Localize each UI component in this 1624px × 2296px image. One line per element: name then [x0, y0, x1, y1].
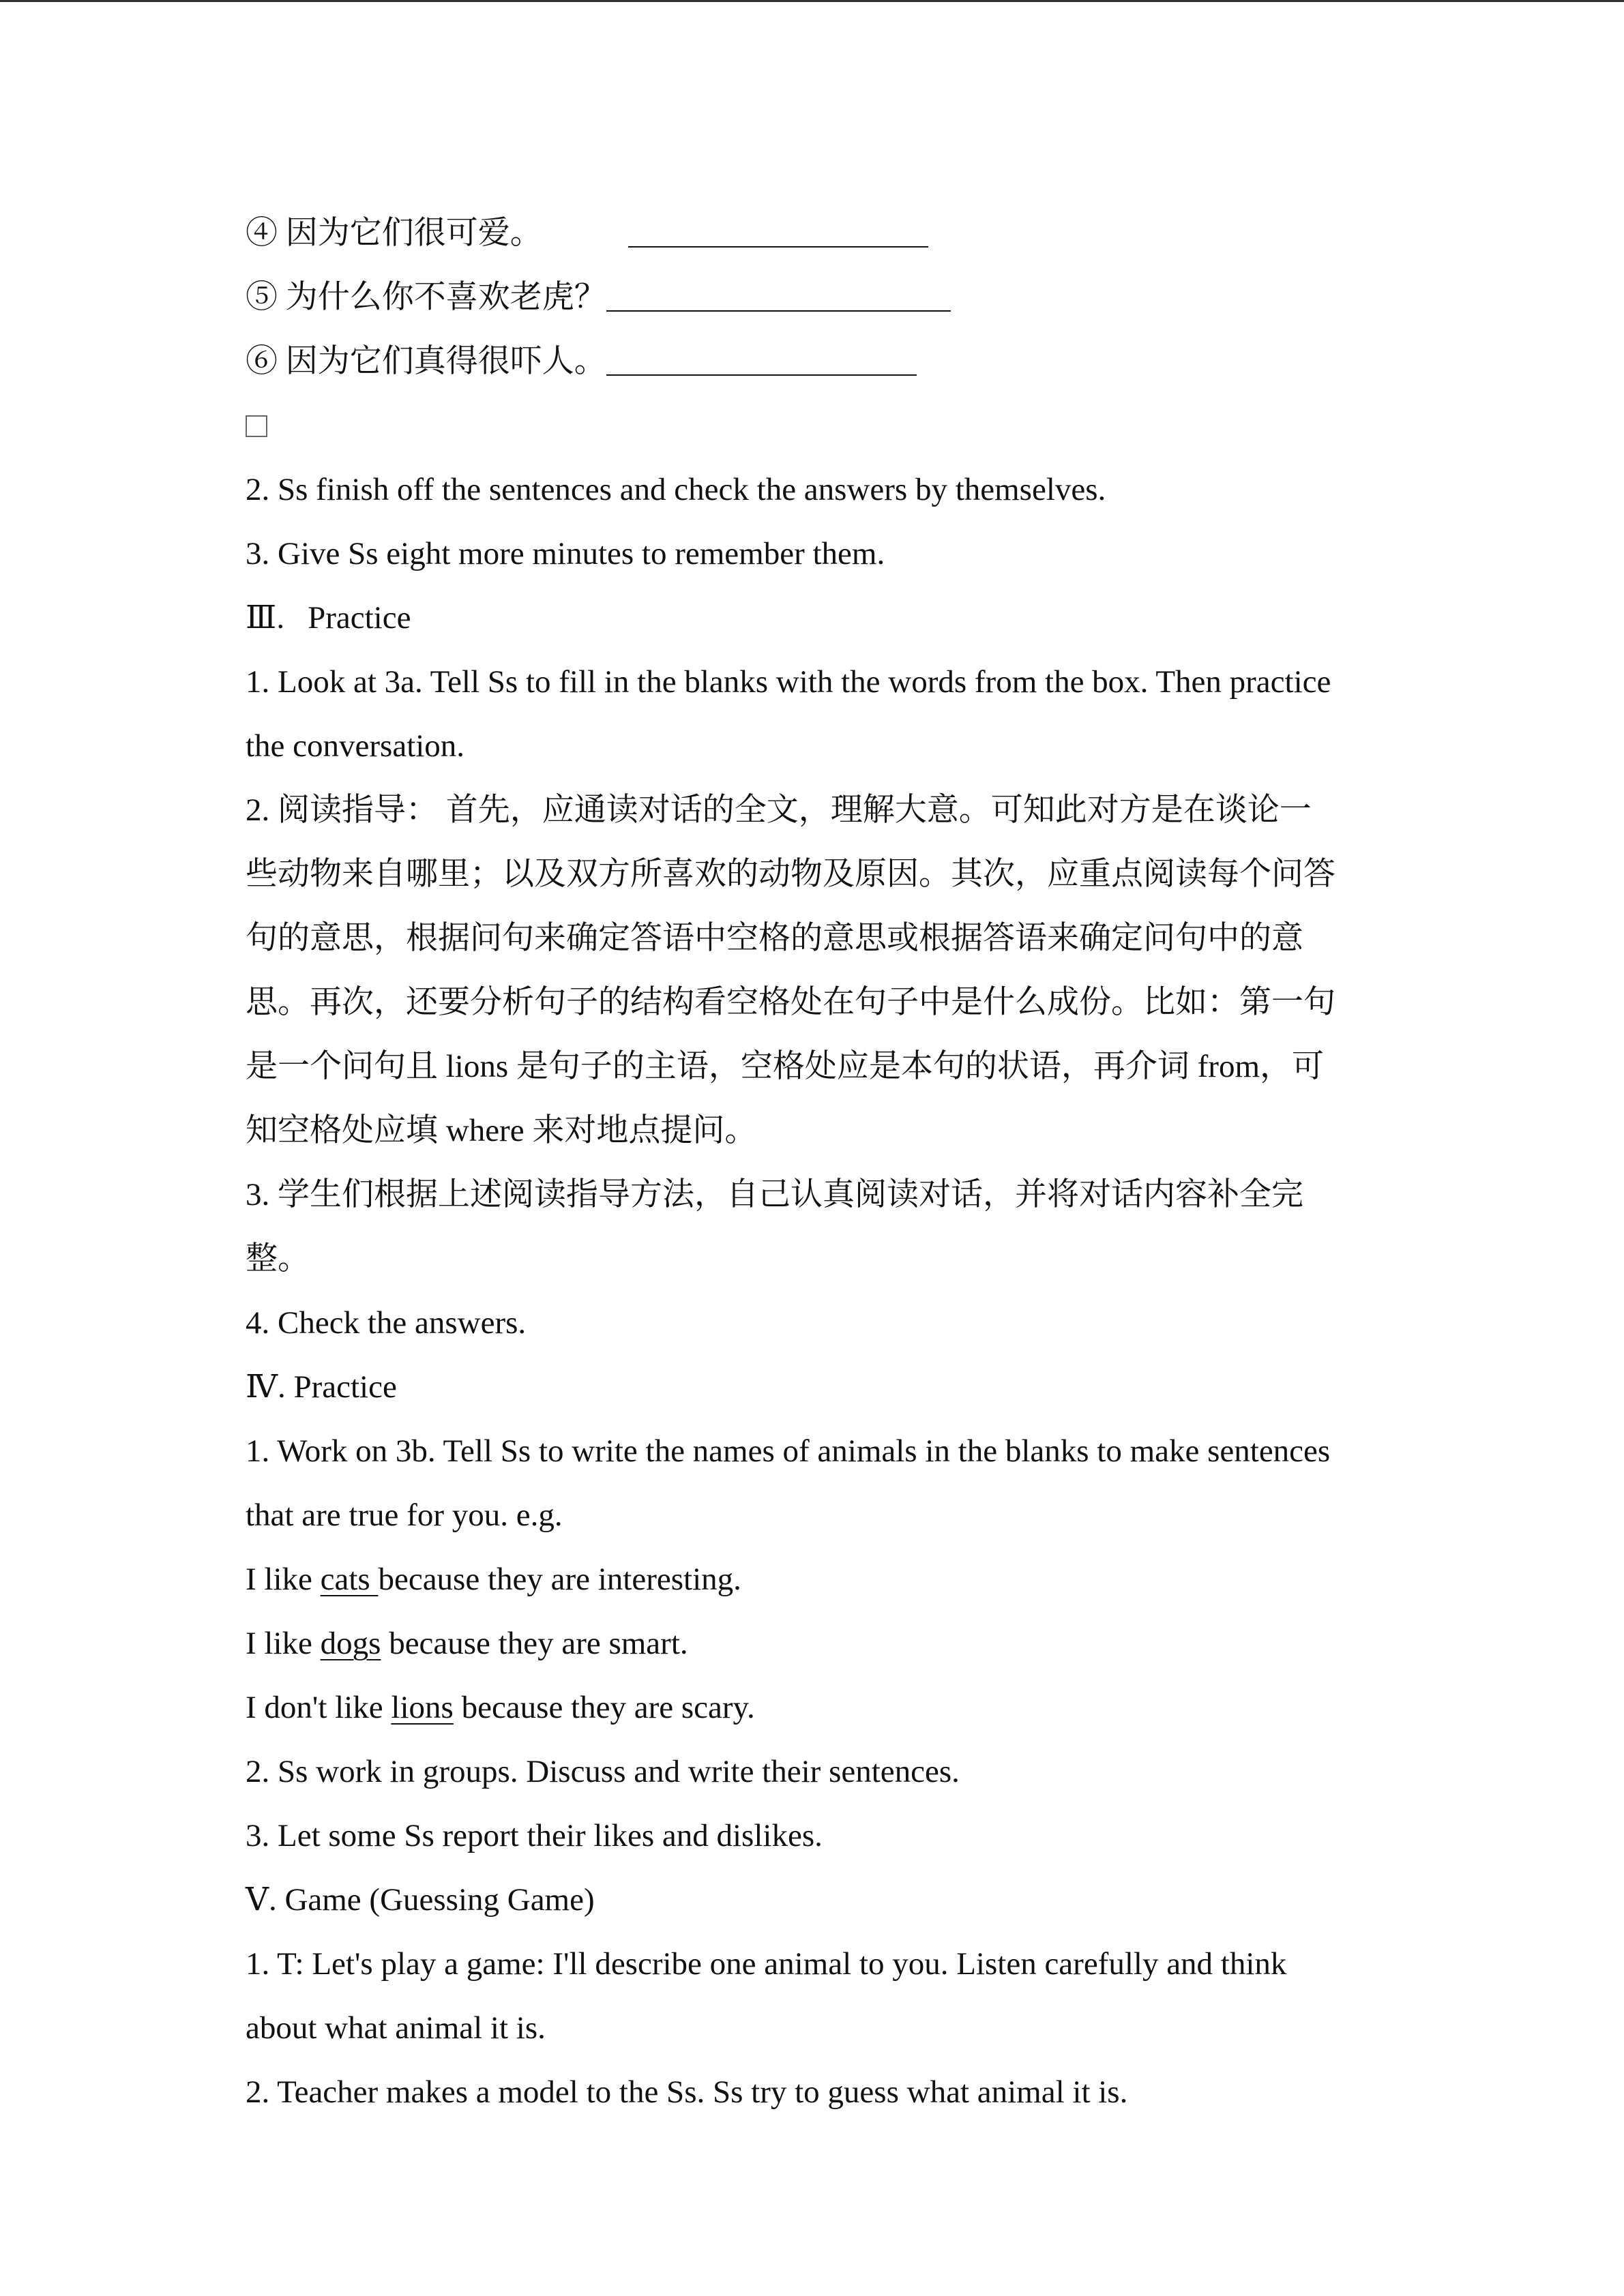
section-number-3: Ⅲ.: [246, 600, 285, 636]
student-reading-line-2: 整。: [246, 1241, 310, 1277]
section-heading-5: Ⅴ. Game (Guessing Game): [246, 1882, 595, 1918]
example-prefix: I like: [246, 1562, 321, 1597]
exercise-item-6-text: ⑥ 因为它们真得很吓人。: [246, 344, 606, 379]
example-sentence-lions: [246, 1675, 1378, 1740]
reading-guide-line-2: 些动物来自哪里；以及双方所喜欢的动物及原因。其次，应重点阅读每个问答: [246, 856, 1335, 892]
check-answers-line: 4. Check the answers.: [246, 1305, 527, 1341]
student-reading-line-1: 3. 学生们根据上述阅读指导方法，自己认真阅读对话，并将对话内容补全完: [246, 1177, 1303, 1212]
example-animal-cats: cats: [320, 1562, 379, 1597]
answer-blank-6[interactable]: [606, 342, 917, 376]
step-2-line: 2. Ss finish off the sentences and check the answers by themselves.: [246, 472, 1106, 507]
example-reason: because they are smart.: [381, 1626, 688, 1661]
game-step-2-line: 2. Teacher makes a model to the Ss. Ss try to guess what animal it is.: [246, 2074, 1128, 2110]
answer-blank-4[interactable]: [628, 213, 928, 248]
exercise-item-4-text: ④ 因为它们很可爱。: [246, 215, 542, 251]
reading-guide-line-5: 是一个问句且 lions 是句子的主语，空格处应是本句的状语，再介词 from，可: [246, 1049, 1325, 1084]
placeholder-box-line: [246, 393, 1378, 458]
group-work-line: 2. Ss work in groups. Discuss and write their sentences.: [246, 1754, 960, 1789]
exercise-item-5: [246, 265, 1378, 329]
example-animal-lions: lions: [391, 1690, 454, 1725]
step-3-line: 3. Give Ss eight more minutes to remember them.: [246, 536, 885, 571]
example-prefix: I don't like: [246, 1690, 392, 1725]
game-step-1-line-a: 1. T: Let's play a game: I'll describe one animal to you. Listen carefully and think: [246, 1946, 1287, 1982]
example-animal-dogs: dogs: [320, 1626, 381, 1661]
exercise-item-4: [246, 201, 1378, 265]
reading-guide-line-4: 思。再次，还要分析句子的结构看空格处在句子中是什么成份。比如：第一句: [246, 985, 1335, 1020]
answer-blank-5[interactable]: [606, 278, 951, 312]
section-title-3: Practice: [308, 600, 411, 636]
example-sentence-dogs: [246, 1611, 1378, 1675]
game-step-1-line-b: about what animal it is.: [246, 2010, 546, 2046]
placeholder-box: [246, 415, 267, 437]
practice-step-1-line-b: the conversation.: [246, 728, 465, 764]
practice-step-1-line-a: 1. Look at 3a. Tell Ss to fill in the blanks with the words from the box. Then practice: [246, 664, 1331, 700]
exercise-item-5-text: ⑤ 为什么你不喜欢老虎？: [246, 280, 606, 315]
example-reason: because they are scary.: [453, 1690, 755, 1725]
section-heading-4: Ⅳ. Practice: [246, 1369, 397, 1405]
reading-guide-line-1: 2. 阅读指导： 首先，应通读对话的全文，理解大意。可知此对方是在谈论一: [246, 792, 1312, 828]
example-sentence-cats: [246, 1547, 1378, 1611]
work-3b-line-a: 1. Work on 3b. Tell Ss to write the names of animals in the blanks to make sentences: [246, 1433, 1331, 1469]
section-heading-3: [246, 586, 1378, 650]
report-line: 3. Let some Ss report their likes and dislikes.: [246, 1818, 823, 1853]
exercise-item-6: [246, 329, 1378, 393]
work-3b-line-b: that are true for you. e.g.: [246, 1497, 563, 1533]
example-prefix: I like: [246, 1626, 321, 1661]
page-content: [246, 201, 1378, 2124]
example-reason: because they are interesting.: [378, 1562, 741, 1597]
reading-guide-line-3: 句的意思，根据问句来确定答语中空格的意思或根据答语来确定问句中的意: [246, 921, 1303, 956]
reading-guide-line-6: 知空格处应填 where 来对地点提问。: [246, 1113, 757, 1148]
